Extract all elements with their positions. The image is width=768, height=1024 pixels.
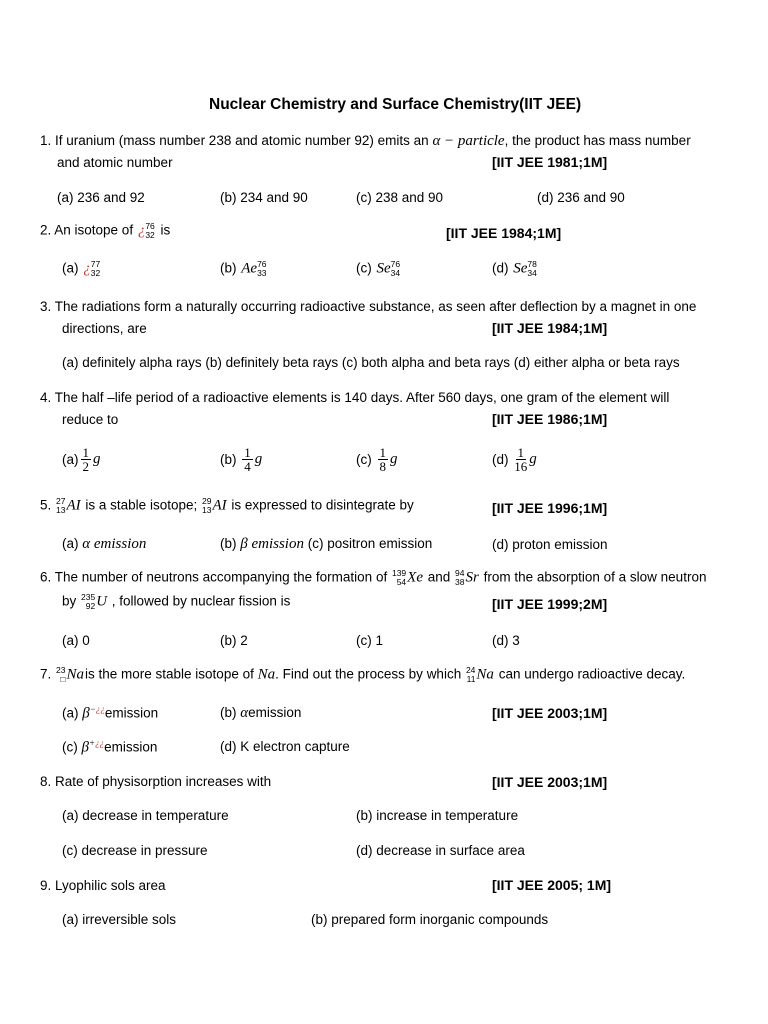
isotope-xe: 139 54 Xe — [391, 568, 423, 587]
question-8-option-c: (c) decrease in pressure — [62, 843, 208, 858]
question-1-tag: [IIT JEE 1981;1M] — [492, 154, 608, 170]
question-8-tag: [IIT JEE 2003;1M] — [492, 774, 608, 790]
question-4-option-b: (b) $\frac{1}{4}$ g — [220, 445, 263, 474]
isotope-notation: ¿ 76 32 — [137, 221, 155, 240]
question-2-line — [40, 222, 170, 240]
question-7-option-b: (b) αemission — [220, 705, 302, 721]
question-2-tag: [IIT JEE 1984;1M] — [446, 225, 562, 241]
question-4-option-a: (a) $\frac{1}{2}$ g — [62, 445, 101, 474]
question-6-tag: [IIT JEE 1999;2M] — [492, 596, 608, 612]
question-8-option-a: (a) decrease in temperature — [62, 808, 229, 823]
question-7-line: 7. 23 □ Nais the more stable isotope of Na. Find out the process by which 24 11 Na can undergo radioactive decay. — [40, 665, 686, 684]
question-6-line-1: 6. The number of neutrons accompanying the formation of 139 54 Xe and 94 38 Sr from the absorption of a slow neutron — [40, 568, 707, 587]
question-5-option-b-c: (b) β emission (c) positron emission — [220, 536, 433, 552]
question-7-option-c: (c) β+¿¿emission — [62, 738, 158, 756]
question-3-options: (a) definitely alpha rays (b) definitely beta rays (c) both alpha and beta rays (d) either alpha or beta rays — [62, 355, 680, 370]
question-5-option-a: (a) α emission — [62, 536, 147, 552]
isotope-al-27: 27 13 AI — [56, 496, 81, 515]
question-7-option-d: (d) K electron capture — [220, 739, 350, 754]
isotope-na-24: 24 11 Na — [465, 665, 494, 684]
question-9-option-b: (b) prepared form inorganic compounds — [311, 912, 549, 927]
isotope-sr: 94 38 Sr — [455, 568, 479, 587]
question-1-option-b: (b) 234 and 90 — [220, 190, 308, 205]
question-2-option-a: (a) ¿ 77 32 — [62, 259, 101, 278]
question-6-option-b: (b) 2 — [220, 633, 248, 648]
question-2-option-d: (d) Se 78 34 — [492, 259, 537, 278]
page-title: Nuclear Chemistry and Surface Chemistry(IIT JEE) — [209, 96, 582, 113]
question-4-tag: [IIT JEE 1986;1M] — [492, 411, 608, 427]
question-3-tag: [IIT JEE 1984;1M] — [492, 320, 608, 336]
isotope-na-23: 23 □ Na — [56, 665, 84, 684]
question-8-option-b: (b) increase in temperature — [356, 808, 519, 823]
question-5-tag: [IIT JEE 1996;1M] — [492, 500, 608, 516]
question-6-option-c: (c) 1 — [356, 633, 383, 648]
question-1-option-a: (a) 236 and 92 — [57, 190, 145, 205]
question-9-tag: [IIT JEE 2005; 1M] — [492, 877, 612, 893]
question-2-text-end: is — [156, 222, 171, 238]
question-1-text-end: , the product has mass number — [504, 133, 691, 148]
question-2-text: 2. An isotope of — [40, 222, 137, 238]
question-7-tag: [IIT JEE 2003;1M] — [492, 705, 608, 721]
question-5-option-d: (d) proton emission — [492, 537, 608, 552]
isotope-u: 235 92 U — [81, 592, 108, 611]
question-9-text: 9. Lyophilic sols area — [40, 878, 166, 893]
question-1-line-1 — [40, 133, 691, 150]
question-5-line: 5. 27 13 AI is a stable isotope; 29 13 AI is expressed to disintegrate by — [40, 496, 414, 515]
question-6-option-d: (d) 3 — [492, 633, 520, 648]
question-8-text: 8. Rate of physisorption increases with — [40, 774, 272, 789]
question-4-line-2: reduce to — [62, 412, 119, 427]
isotope-al-29: 29 13 AI — [201, 496, 227, 515]
question-1-text: 1. If uranium (mass number 238 and atomic number 92) emits an — [40, 133, 433, 148]
alpha-particle-math: α − particle — [432, 133, 505, 149]
question-3-line-1: 3. The radiations form a naturally occurring radioactive substance, as seen after deflection by a magnet in one — [40, 299, 697, 314]
question-4-option-c: (c) $\frac{1}{8}$ g — [356, 445, 398, 474]
question-6-option-a: (a) 0 — [62, 633, 90, 648]
question-1-option-d: (d) 236 and 90 — [537, 190, 625, 205]
question-8-option-d: (d) decrease in surface area — [356, 843, 525, 858]
question-3-line-2: directions, are — [62, 321, 147, 336]
question-2-option-b: (b) Ae 76 33 — [220, 259, 267, 278]
question-6-line-2: by 235 92 U , followed by nuclear fission is — [62, 592, 291, 611]
question-7-option-a: (a) β−¿¿emission — [62, 704, 159, 722]
question-4-line-1: 4. The half –life period of a radioactive elements is 140 days. After 560 days, one gram of the element will — [40, 390, 670, 405]
question-1-option-c: (c) 238 and 90 — [356, 190, 444, 205]
question-9-option-a: (a) irreversible sols — [62, 912, 177, 927]
question-2-option-c: (c) Se 76 34 — [356, 259, 401, 278]
question-4-option-d: (d) $\frac{1}{16}$ g — [492, 445, 537, 474]
question-1-line-2: and atomic number — [57, 155, 173, 170]
